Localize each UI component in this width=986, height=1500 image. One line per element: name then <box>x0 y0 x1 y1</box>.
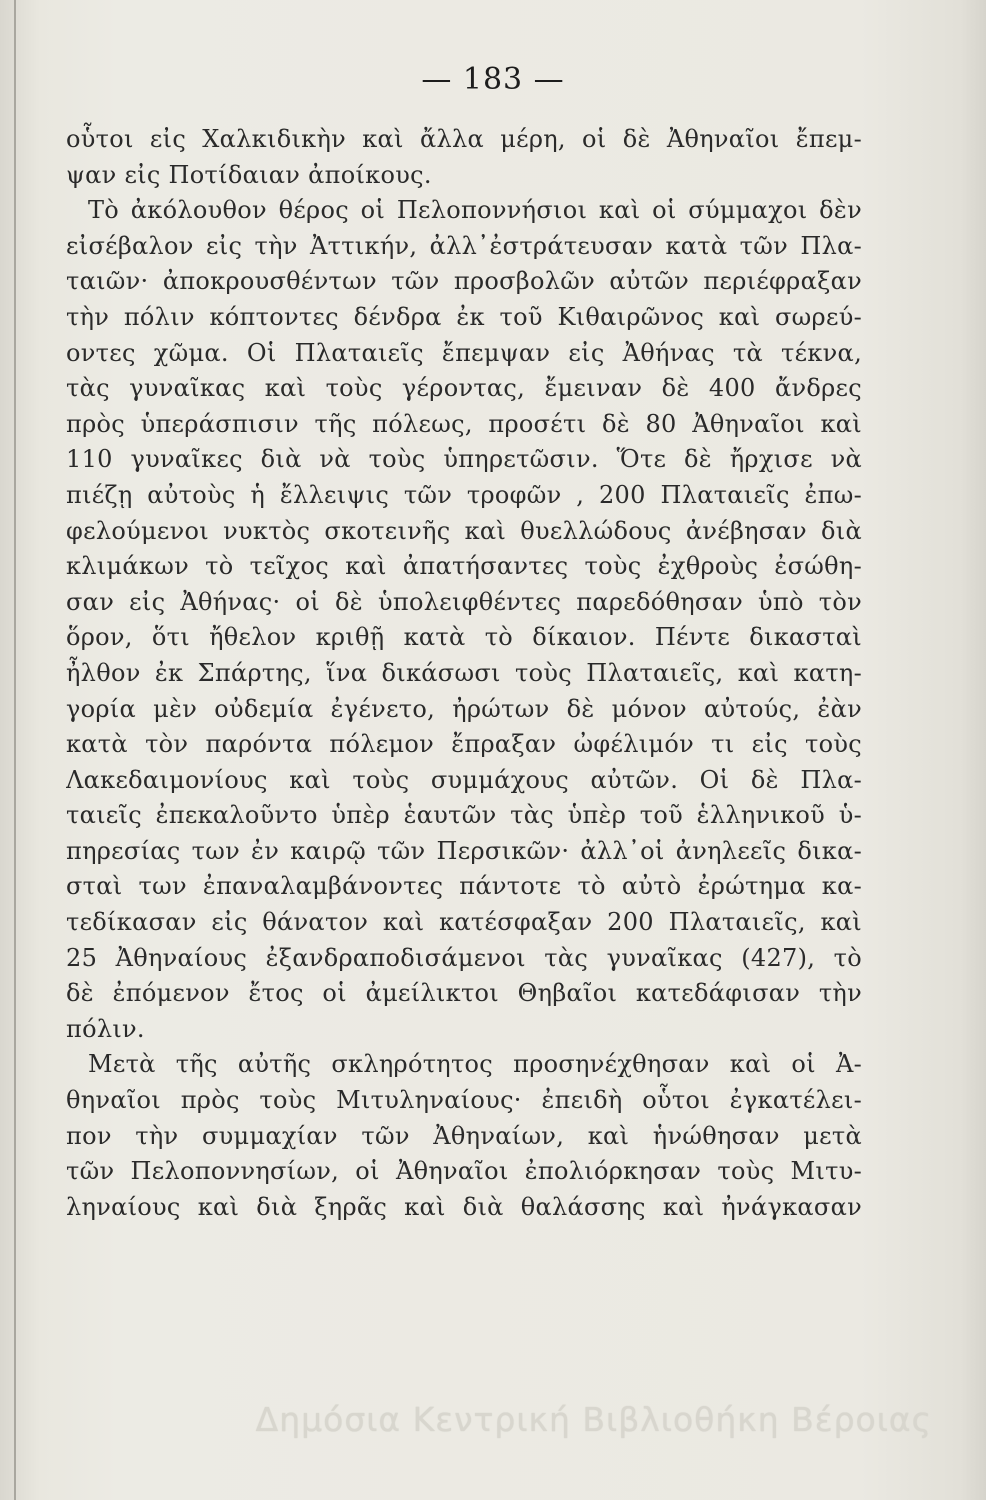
page-edge-line <box>14 0 16 1500</box>
text-line: ληναίους καὶ διὰ ξηρᾶς καὶ διὰ θαλάσσης καὶ ἠνάγκασαν <box>66 1192 862 1221</box>
text-line: οὗτοι εἰς Χαλκιδικὴν καὶ ἄλλα μέρη, οἱ δὲ Ἀθηναῖοι ἔπεμ- <box>66 125 862 153</box>
text-line: πιέζῃ αὐτοὺς ἡ ἔλλειψις τῶν τροφῶν , 200 Πλαταιεῖς ἐπω- <box>66 480 862 509</box>
text-line: ὅρον, ὅτι ἤθελον κριθῇ κατὰ τὸ δίκαιον. Πέντε δικασταὶ <box>66 623 862 652</box>
text-line: ψαν εἰς Ποτίδαιαν ἀποίκους. <box>66 160 432 189</box>
text-line: 25 Ἀθηναίους ἐξανδραποδισάμενοι τὰς γυναῖκας (427), τὸ <box>66 943 862 972</box>
text-line: Λακεδαιμονίους καὶ τοὺς συμμάχους αὐτῶν. Οἱ δὲ Πλα- <box>66 765 862 794</box>
text-line: πηρεσίας των ἐν καιρῷ τῶν Περσικῶν· ἀλλ᾽οἱ ἀνηλεεῖς δικα- <box>66 836 862 865</box>
library-watermark: Δημόσια Κεντρική Βιβλιοθήκη Βέροιας <box>255 1400 932 1439</box>
text-line: οντες χῶμα. Οἱ Πλαταιεῖς ἔπεμψαν εἰς Ἀθήνας τὰ τέκνα, <box>66 338 862 367</box>
body-text <box>66 122 862 1225</box>
text-line: τὴν πόλιν κόπτοντες δένδρα ἐκ τοῦ Κιθαιρῶνος καὶ σωρεύ- <box>66 302 862 331</box>
text-line: δὲ ἐπόμενον ἔτος οἱ ἀμείλικτοι Θηβαῖοι κατεδάφισαν τὴν <box>66 979 862 1008</box>
text-line: εἰσέβαλον εἰς τὴν Ἀττικήν, ἀλλ᾽ἐστράτευσαν κατὰ τῶν Πλα- <box>66 231 862 260</box>
text-line: 110 γυναῖκες διὰ νὰ τοὺς ὑπηρετῶσιν. Ὅτε δὲ ἤρχισε νὰ <box>66 445 862 474</box>
text-line: γορία μὲν οὐδεμία ἐγένετο, ἠρώτων δὲ μόνον αὐτούς, ἐὰν <box>66 694 862 723</box>
text-line: φελούμενοι νυκτὸς σκοτεινῆς καὶ θυελλώδους ἀνέβησαν διὰ <box>66 516 862 545</box>
text-line: ταιεῖς ἐπεκαλοῦντο ὑπὲρ ἑαυτῶν τὰς ὑπὲρ τοῦ ἑλληνικοῦ ὑ- <box>66 801 862 830</box>
text-line: πρὸς ὑπεράσπισιν τῆς πόλεως, προσέτι δὲ 80 Ἀθηναῖοι καὶ <box>66 409 862 438</box>
text-line: τῶν Πελοποννησίων, οἱ Ἀθηναῖοι ἐπολιόρκησαν τοὺς Μιτυ- <box>66 1157 862 1186</box>
text-line: κατὰ τὸν παρόντα πόλεμον ἔπραξαν ὠφέλιμόν τι εἰς τοὺς <box>66 730 862 759</box>
text-line: Τὸ ἀκόλουθον θέρος οἱ Πελοποννήσιοι καὶ οἱ σύμμαχοι δὲν <box>88 196 862 225</box>
text-line: κλιμάκων τὸ τεῖχος καὶ ἀπατήσαντες τοὺς ἐχθροὺς ἐσώθη- <box>66 552 862 581</box>
text-line: πον τὴν συμμαχίαν τῶν Ἀθηναίων, καὶ ἡνώθησαν μετὰ <box>66 1121 862 1150</box>
text-line: ταιῶν· ἀποκρουσθέντων τῶν προσβολῶν αὐτῶν περιέφραξαν <box>66 267 862 296</box>
page-number: — 183 — <box>421 62 565 97</box>
text-line: σαν εἰς Ἀθήνας· οἱ δὲ ὑπολειφθέντες παρεδόθησαν ὑπὸ τὸν <box>66 587 862 616</box>
text-line: τεδίκασαν εἰς θάνατον καὶ κατέσφαξαν 200 Πλαταιεῖς, καὶ <box>66 908 862 937</box>
text-line: Μετὰ τῆς αὐτῆς σκληρότητος προσηνέχθησαν καὶ οἱ Ἀ- <box>88 1050 862 1079</box>
text-line: ἦλθον ἐκ Σπάρτης, ἵνα δικάσωσι τοὺς Πλαταιεῖς, καὶ κατη- <box>66 658 862 687</box>
text-line: σταὶ των ἐπαναλαμβάνοντες πάντοτε τὸ αὐτὸ ἐρώτημα κα- <box>66 872 862 901</box>
text-line: πόλιν. <box>66 1014 145 1043</box>
text-line: τὰς γυναῖκας καὶ τοὺς γέροντας, ἔμειναν δὲ 400 ἄνδρες <box>66 374 862 403</box>
text-line: θηναῖοι πρὸς τοὺς Μιτυληναίους· ἐπειδὴ οὗτοι ἐγκατέλει- <box>66 1086 862 1115</box>
